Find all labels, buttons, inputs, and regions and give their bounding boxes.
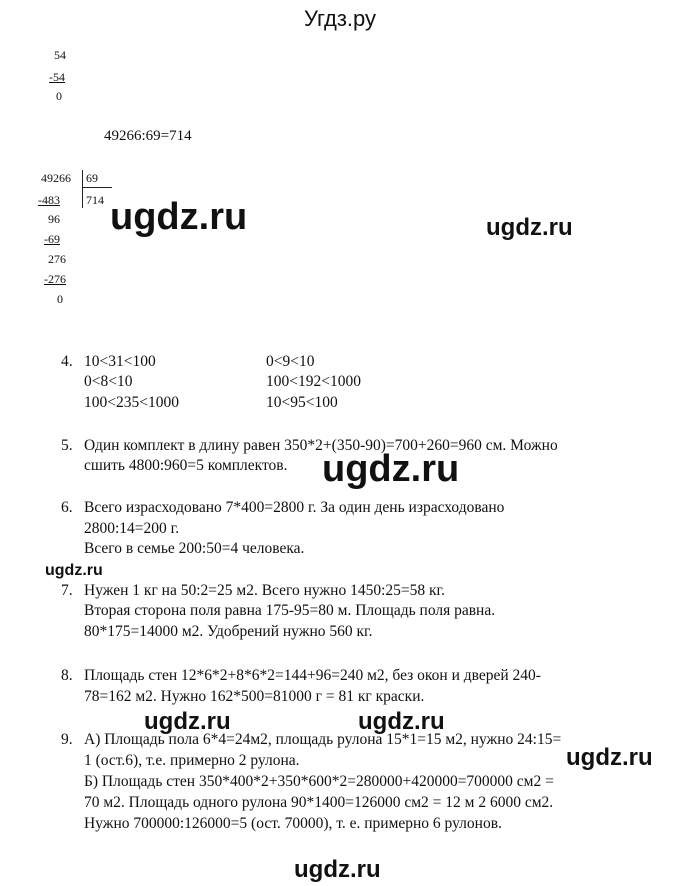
task-7-line3: 80*175=14000 м2. Удобрений нужно 560 кг. bbox=[84, 623, 373, 640]
task-9-line4: 70 м2. Площадь одного рулона 90*1400=126000 см2 = 12 м 2 6000 см2. bbox=[84, 794, 554, 811]
watermark-footer: ugdz.ru bbox=[294, 856, 381, 883]
task-4-col1-row2: 0<8<10 bbox=[84, 373, 133, 390]
task-7-number: 7. bbox=[61, 582, 73, 599]
task-7-line2: Вторая сторона поля равна 175-95=80 м. Площадь поля равна. bbox=[84, 602, 496, 619]
task-6-line2: 2800:14=200 г. bbox=[84, 520, 180, 537]
task-9-number: 9. bbox=[61, 731, 73, 748]
task-9-line3: Б) Площадь стен 350*400*2+350*600*2=280000+420000=700000 см2 = bbox=[84, 773, 554, 790]
task-7-line1: Нужен 1 кг на 50:2=25 м2. Всего нужно 1450:25=58 кг. bbox=[84, 582, 446, 599]
division-dividend: 49266 bbox=[41, 171, 71, 185]
watermark-small-1: ugdz.ru bbox=[45, 562, 103, 579]
division-divisor: 69 bbox=[86, 171, 98, 185]
division-horizontal-bar bbox=[82, 187, 112, 188]
division-equation: 49266:69=714 bbox=[104, 128, 192, 144]
task-8-number: 8. bbox=[61, 667, 73, 684]
division-step-5: -276 bbox=[44, 272, 66, 286]
task-5-line2: сшить 4800:960=5 комплектов. bbox=[84, 457, 288, 474]
task-6-number: 6. bbox=[61, 499, 73, 516]
task-4-col2-row1: 0<9<10 bbox=[266, 353, 315, 370]
task-4-col2-row3: 10<95<100 bbox=[266, 394, 338, 411]
task-9-line2: 1 (ост.6), т.е. примерно 2 рулона. bbox=[84, 752, 300, 769]
division-vertical-bar bbox=[82, 170, 83, 208]
calc1-line1: 54 bbox=[54, 48, 66, 62]
division-step-6: 0 bbox=[57, 292, 63, 306]
division-step-3: -69 bbox=[44, 232, 60, 246]
calc1-line2: -54 bbox=[49, 70, 65, 84]
calc1-line3: 0 bbox=[56, 89, 62, 103]
task-6-line1: Всего израсходовано 7*400=2800 г. За один день израсходовано bbox=[84, 499, 505, 516]
task-5-line1: Один комплект в длину равен 350*2+(350-90)=700+260=960 см. Можно bbox=[84, 437, 558, 454]
task-4-col1-row3: 100<235<1000 bbox=[84, 394, 179, 411]
division-step-4: 276 bbox=[48, 252, 66, 266]
watermark-large-2: ugdz.ru bbox=[322, 448, 460, 490]
watermark-medium-2: ugdz.ru bbox=[144, 708, 231, 735]
watermark-medium-1: ugdz.ru bbox=[486, 214, 573, 241]
site-title: Угдз.ру bbox=[303, 6, 377, 31]
task-5-number: 5. bbox=[61, 437, 73, 454]
division-step-2: 96 bbox=[48, 212, 60, 226]
task-6-line3: Всего в семье 200:50=4 человека. bbox=[84, 540, 305, 557]
task-9-line1: А) Площадь пола 6*4=24м2, площадь рулона 15*1=15 м2, нужно 24:15= bbox=[84, 731, 562, 748]
watermark-medium-4: ugdz.ru bbox=[566, 744, 653, 771]
task-8-line1: Площадь стен 12*6*2+8*6*2=144+96=240 м2, без окон и дверей 240- bbox=[84, 667, 541, 684]
task-8-line2: 78=162 м2. Нужно 162*500=81000 г = 81 кг краски. bbox=[84, 688, 425, 705]
watermark-large-1: ugdz.ru bbox=[110, 196, 248, 238]
task-4-col2-row2: 100<192<1000 bbox=[266, 373, 361, 390]
task-4-col1-row1: 10<31<100 bbox=[84, 353, 156, 370]
task-9-line5: Нужно 700000:126000=5 (ост. 70000), т. е. примерно 6 рулонов. bbox=[84, 815, 502, 832]
watermark-medium-3: ugdz.ru bbox=[358, 708, 445, 735]
division-step-1: -483 bbox=[38, 193, 60, 207]
task-4-number: 4. bbox=[61, 353, 73, 370]
division-quotient: 714 bbox=[86, 193, 104, 207]
